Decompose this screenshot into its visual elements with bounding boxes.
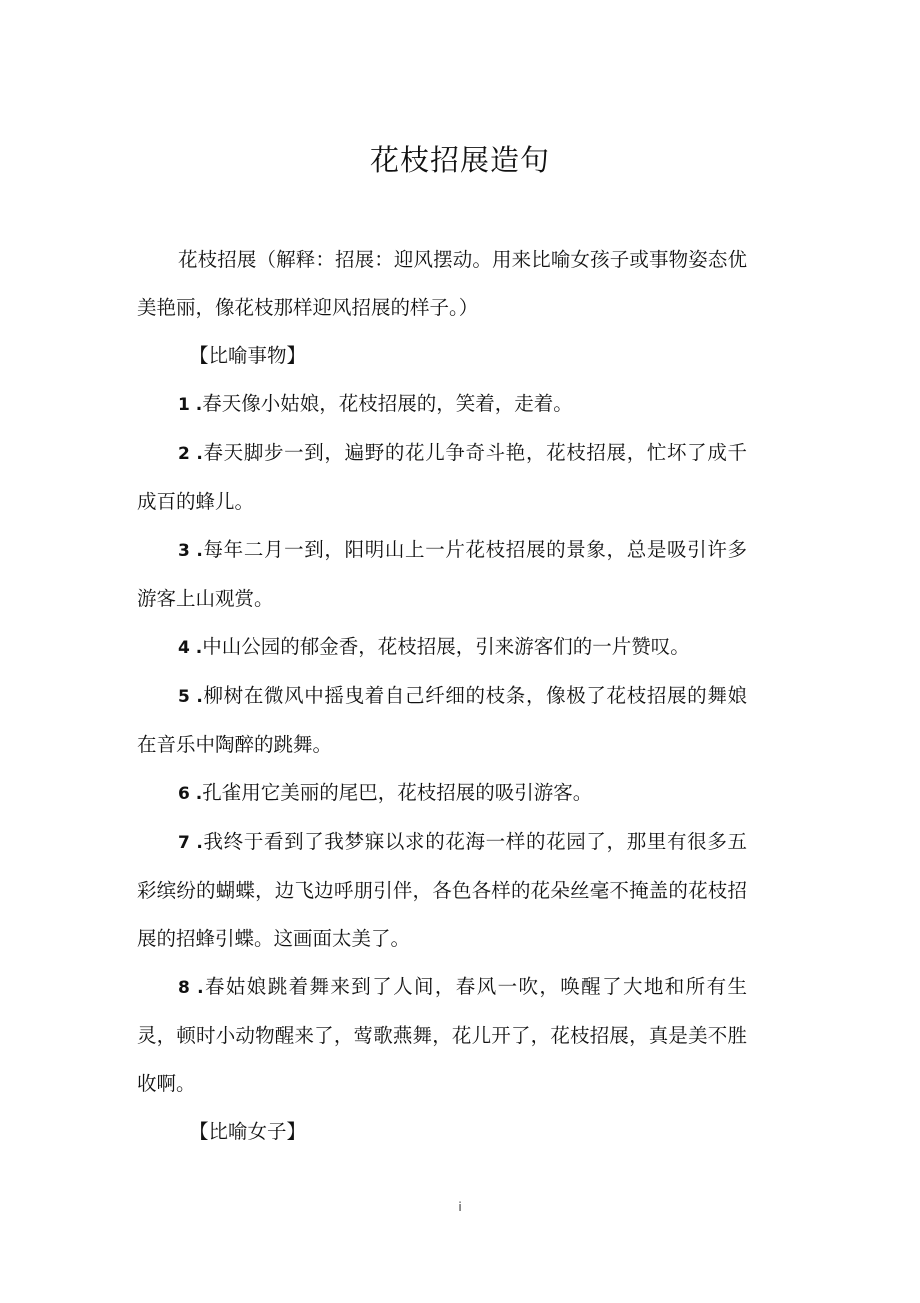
sentence-item [137,380,747,429]
sentence-text: 春天脚步一到，遍野的花儿争奇斗艳，花枝招展，忙坏了成千成百的蜂儿。 [137,441,747,513]
sentence-text: 春姑娘跳着舞来到了人间，春风一吹，唤醒了大地和所有生灵，顿时小动物醒来了，莺歌燕舞，花儿开了，花枝招展，真是美不胜收啊。 [137,975,747,1095]
sentence-item [137,963,747,1108]
sentence-number: 1 . [178,395,203,415]
document-body [137,236,747,1156]
sentence-text: 中山公园的郁金香，花枝招展，引来游客们的一片赞叹。 [202,635,690,658]
sentence-number: 7 . [178,833,203,853]
sentence-item [137,623,747,672]
sentence-text: 柳树在微风中摇曳着自己纤细的枝条，像极了花枝招展的舞娘在音乐中陶醉的跳舞。 [137,684,747,756]
sentence-text: 孔雀用它美丽的尾巴，花枝招展的吸引游客。 [202,781,593,804]
page-title: 花枝招展造句 [369,143,550,177]
sentence-item [137,429,747,526]
sentence-number: 6 . [178,784,203,804]
sentence-item [137,818,747,963]
section-heading-objects: 【比喻事物】 [189,344,307,367]
section-heading-women: 【比喻女子】 [189,1120,307,1143]
sentence-number: 5 . [178,687,203,707]
sentence-text: 春天像小姑娘，花枝招展的，笑着，走着。 [202,392,573,415]
sentence-number: 2 . [178,444,203,464]
sentence-item [137,769,747,818]
intro-paragraph: 花枝招展（解释：招展：迎风摆动。用来比喻女孩子或事物姿态优美艳丽，像花枝那样迎风招展的样子。） [137,248,747,319]
sentence-item [137,672,747,769]
sentence-number: 8 . [178,978,204,998]
page-number: i [458,1200,462,1214]
sentence-text: 每年二月一到，阳明山上一片花枝招展的景象，总是吸引许多游客上山观赏。 [137,538,747,610]
sentence-item [137,526,747,623]
sentence-number: 4 . [178,638,203,658]
sentence-text: 我终于看到了我梦寐以求的花海一样的花园了，那里有很多五彩缤纷的蝴蝶，边飞边呼朋引伴，各色各样的花朵丝毫不掩盖的花枝招展的招蜂引蝶。这画面太美了。 [137,830,747,950]
sentence-number: 3 . [178,541,203,561]
